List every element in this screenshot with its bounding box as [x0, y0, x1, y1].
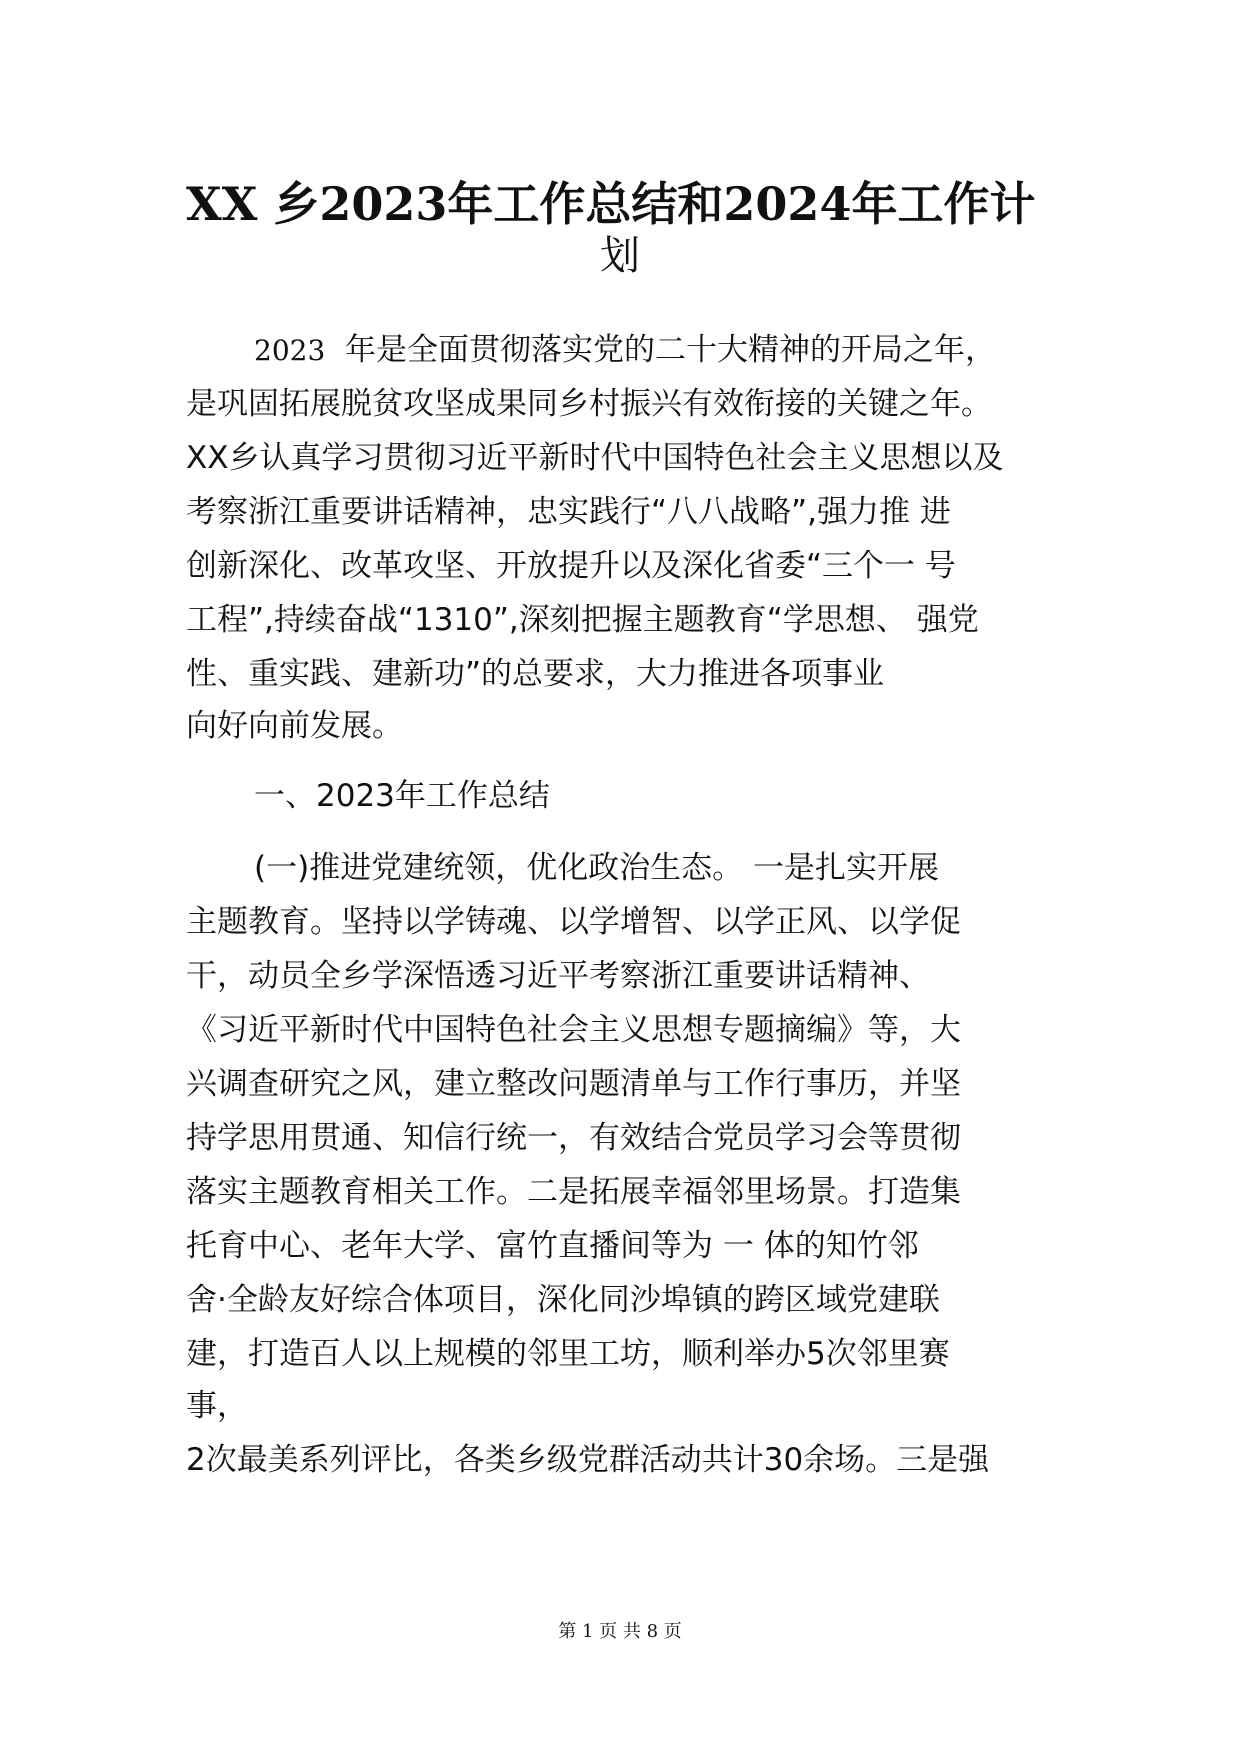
paragraph-line: 考察浙江重要讲话精神，忠实践行“八八战略”,强力推 进: [186, 494, 951, 530]
document-title-continuation: 划: [600, 233, 640, 279]
paragraph-line: 落实主题教育相关工作。二是拓展幸福邻里场景。打造集: [186, 1174, 961, 1210]
subsection-heading-line: (一)推进党建统领，优化政治生态。 一是扎实开展: [254, 850, 940, 886]
paragraph-line: 2次最美系列评比，各类乡级党群活动共计30余场。三是强: [186, 1442, 990, 1478]
paragraph-line: XX乡认真学习贯彻习近平新时代中国特色社会主义思想以及: [186, 440, 1004, 476]
paragraph-line: 性、重实践、建新功”的总要求，大力推进各项事业: [186, 656, 885, 692]
intro-year: 2023: [254, 334, 326, 367]
paragraph-line: 托育中心、老年大学、富竹直播间等为 一 体的知竹邻: [186, 1228, 919, 1264]
paragraph-line: 建，打造百人以上规模的邻里工坊，顺利举办5次邻里赛: [186, 1336, 950, 1372]
paragraph-line: 干，动员全乡学深悟透习近平考察浙江重要讲话精神、: [186, 958, 930, 994]
page-indicator: 第 1 页 共 8 页: [558, 1621, 682, 1642]
paragraph-line: 《习近平新时代中国特色社会主义思想专题摘编》等，大: [186, 1012, 961, 1048]
paragraph-line: 兴调查研究之风，建立整改问题清单与工作行事历，并坚: [186, 1066, 961, 1102]
intro-text: 年是全面贯彻落实党的二十大精神的开局之年，: [344, 332, 996, 368]
paragraph-line: 主题教育。坚持以学铸魂、以学增智、以学正风、以学促: [186, 904, 961, 940]
paragraph-line: 舍·全龄友好综合体项目，深化同沙埠镇的跨区域党建联: [186, 1282, 940, 1318]
paragraph-line: 创新深化、改革攻坚、开放提升以及深化省委“三个一 号: [186, 548, 956, 584]
paragraph-line: 工程”,持续奋战“1310”,深刻把握主题教育“学思想、 强党: [186, 602, 979, 638]
paragraph-line: 持学思用贯通、知信行统一，有效结合党员学习会等贯彻: [186, 1120, 961, 1156]
paragraph-line: 向好向前发展。: [186, 708, 403, 744]
paragraph-line: [254, 330, 996, 371]
section-heading: 一、2023年工作总结: [254, 778, 550, 814]
paragraph-line: 事，: [186, 1388, 248, 1424]
document-title: XX 乡2023年工作总结和2024年工作计: [186, 177, 1036, 231]
paragraph-line: 是巩固拓展脱贫攻坚成果同乡村振兴有效衔接的关键之年。: [186, 386, 992, 422]
